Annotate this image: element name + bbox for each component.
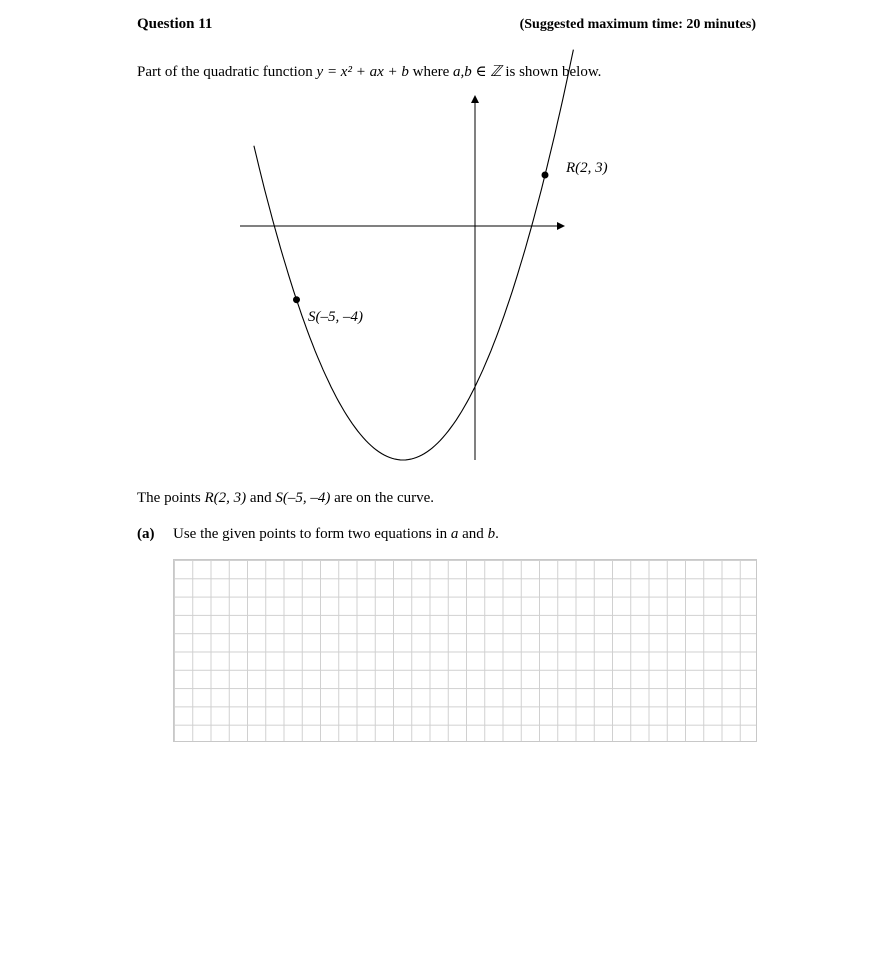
part-a-label: (a) [137, 526, 155, 542]
points-and: and [249, 490, 272, 506]
point-s-label: S(–5, –4) [308, 309, 363, 325]
intro-condition: a,b ∈ ℤ [453, 64, 502, 80]
intro-where: where [412, 64, 450, 80]
parabola-curve [254, 50, 574, 460]
point-s-marker [293, 296, 300, 303]
point-r-label: R(2, 3) [566, 160, 608, 176]
part-a-var-b: b [487, 526, 496, 542]
points-text-1: The points [137, 490, 201, 506]
part-a-var-a: a [450, 526, 459, 542]
answer-grid[interactable] [173, 559, 757, 742]
points-r: R(2, 3) [204, 490, 247, 506]
points-statement [137, 490, 434, 507]
question-title: Question 11 [137, 16, 213, 32]
points-text-2: are on the curve. [334, 490, 435, 506]
suggested-time: (Suggested maximum time: 20 minutes) [519, 17, 756, 32]
part-a-text [173, 526, 499, 543]
points-s: S(–5, –4) [275, 490, 331, 506]
intro-before: Part of the quadratic function [137, 64, 313, 80]
part-a-text-1: Use the given points to form two equations in [173, 526, 448, 542]
part-a-and: and [462, 526, 484, 542]
intro-after: is shown below. [505, 64, 602, 80]
point-r-marker [542, 172, 549, 179]
intro-equation: y = x² + ax + b [316, 64, 409, 80]
part-a-period: . [495, 526, 499, 542]
